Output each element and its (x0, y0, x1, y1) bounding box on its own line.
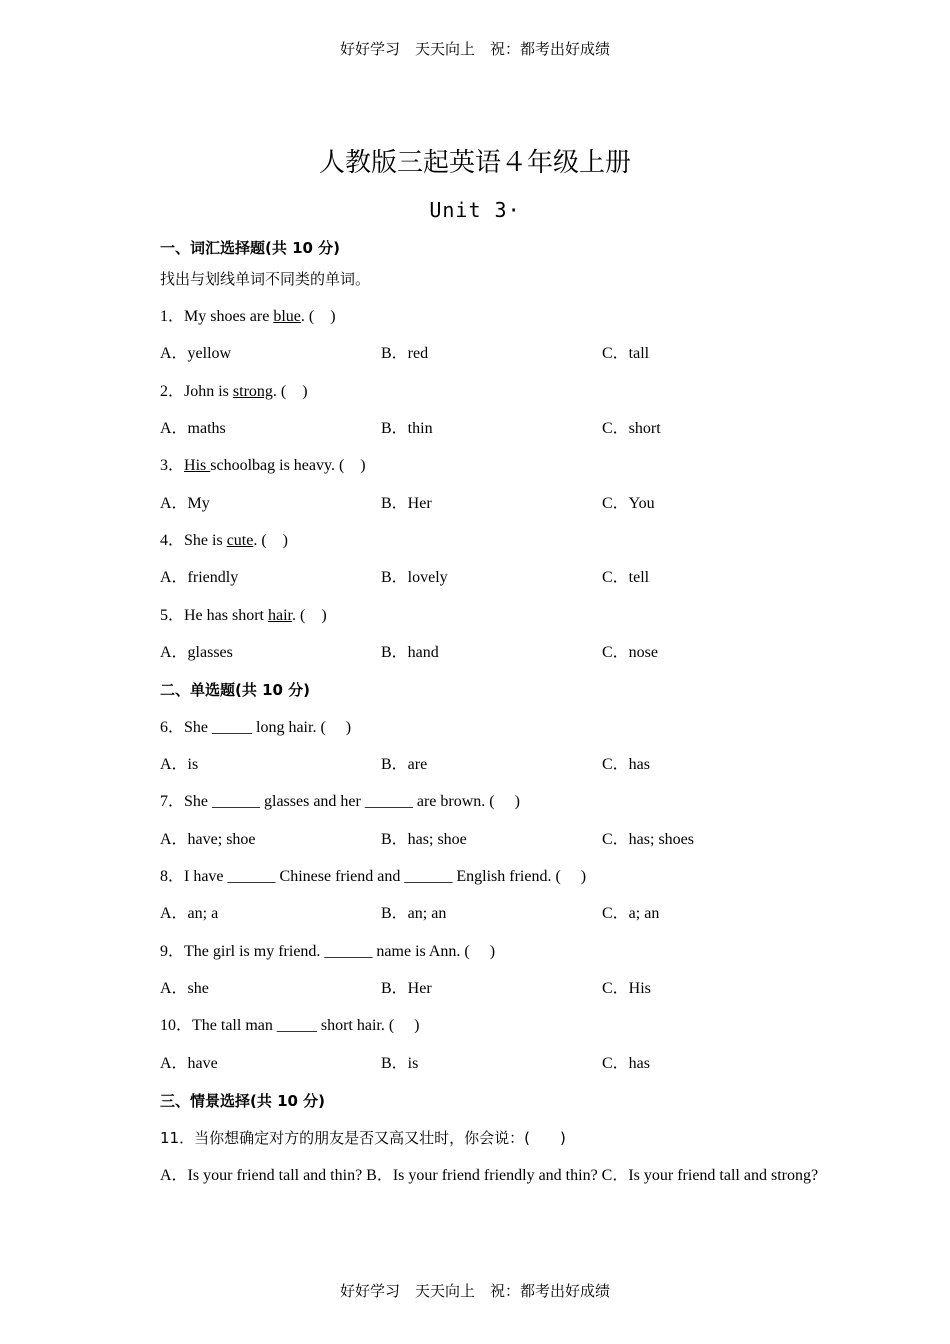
document-title: 人教版三起英语４年级上册 (318, 148, 631, 178)
page-footer: 好好学习 天天向上 祝：都考出好成绩 (339, 1282, 610, 1300)
question-text: 1．My shoes are (160, 308, 274, 325)
section2-heading: 二、单选题(共 10 分) (160, 681, 311, 699)
underlined-word: strong (232, 383, 273, 400)
option-b: B．has; shoe (381, 831, 467, 848)
section3-heading: 三、情景选择(共 10 分) (160, 1092, 326, 1110)
question-text: . ( ) (272, 383, 308, 400)
option-a: A．My (160, 495, 210, 512)
option-c: C．You (602, 495, 655, 512)
option-b: B．red (381, 345, 429, 362)
section1-instruction: 找出与划线单词不同类的单词。 (160, 270, 371, 288)
question-5 (160, 605, 327, 627)
underlined-word: His (184, 457, 211, 474)
option-c: C．nose (602, 644, 659, 661)
question-text: . ( ) (253, 532, 289, 549)
option-b: B．is (381, 1055, 419, 1072)
option-a: A．friendly (160, 569, 239, 586)
option-b: B．are (381, 756, 428, 773)
question-text: 4．She is (160, 532, 227, 549)
question-text: . ( ) (300, 308, 336, 325)
option-c: C．has (602, 756, 651, 773)
question-6: 6．She _____ long hair. ( ) (160, 719, 352, 736)
option-a: A．yellow (160, 345, 232, 362)
option-c: C．short (602, 420, 661, 437)
option-c: C．tell (602, 569, 650, 586)
question-10: 10．The tall man _____ short hair. ( ) (160, 1017, 420, 1034)
question-4 (160, 530, 288, 552)
question-text: 2．John is (160, 383, 233, 400)
option-b: B．an; an (381, 905, 447, 922)
page-header: 好好学习 天天向上 祝：都考出好成绩 (339, 40, 610, 58)
option-a: A．she (160, 980, 209, 997)
question-text: . ( ) (292, 607, 327, 624)
underlined-word: hair (268, 607, 292, 624)
document-subtitle: Unit 3· (429, 198, 521, 222)
question-text: 5．He has short (160, 607, 268, 624)
option-a: A．maths (160, 420, 226, 437)
question-8: 8．I have ______ Chinese friend and ______ English friend. ( ) (160, 868, 587, 885)
question-1 (160, 306, 336, 328)
section1-heading: 一、词汇选择题(共 10 分) (160, 239, 341, 257)
underlined-word: cute (226, 532, 254, 549)
option-a: A．have; shoe (160, 831, 256, 848)
question-11-options: A．Is your friend tall and thin? B．Is your friend friendly and thin? C．Is your friend tall and strong? (160, 1167, 819, 1184)
option-c: C．has; shoes (602, 831, 695, 848)
option-a: A．is (160, 756, 199, 773)
option-a: A．glasses (160, 644, 233, 661)
option-b: B．Her (381, 495, 432, 512)
option-b: B．thin (381, 420, 433, 437)
question-7: 7．She ______ glasses and her ______ are brown. ( ) (160, 793, 520, 810)
question-text: 3． (160, 457, 185, 474)
option-c: C．tall (602, 345, 650, 362)
question-11: 11．当你想确定对方的朋友是否又高又壮时，你会说：( ) (160, 1129, 566, 1147)
option-c: C．has (602, 1055, 651, 1072)
option-b: B．hand (381, 644, 439, 661)
question-3 (160, 455, 366, 477)
option-c: C．a; an (602, 905, 660, 922)
option-b: B．Her (381, 980, 432, 997)
option-a: A．have (160, 1055, 218, 1072)
underlined-word: blue (273, 308, 301, 325)
option-b: B．lovely (381, 569, 448, 586)
option-c: C．His (602, 980, 651, 997)
question-text: schoolbag is heavy. ( ) (210, 457, 366, 474)
question-9: 9．The girl is my friend. ______ name is Ann. ( ) (160, 943, 496, 960)
question-2 (160, 381, 308, 403)
option-a: A．an; a (160, 905, 219, 922)
